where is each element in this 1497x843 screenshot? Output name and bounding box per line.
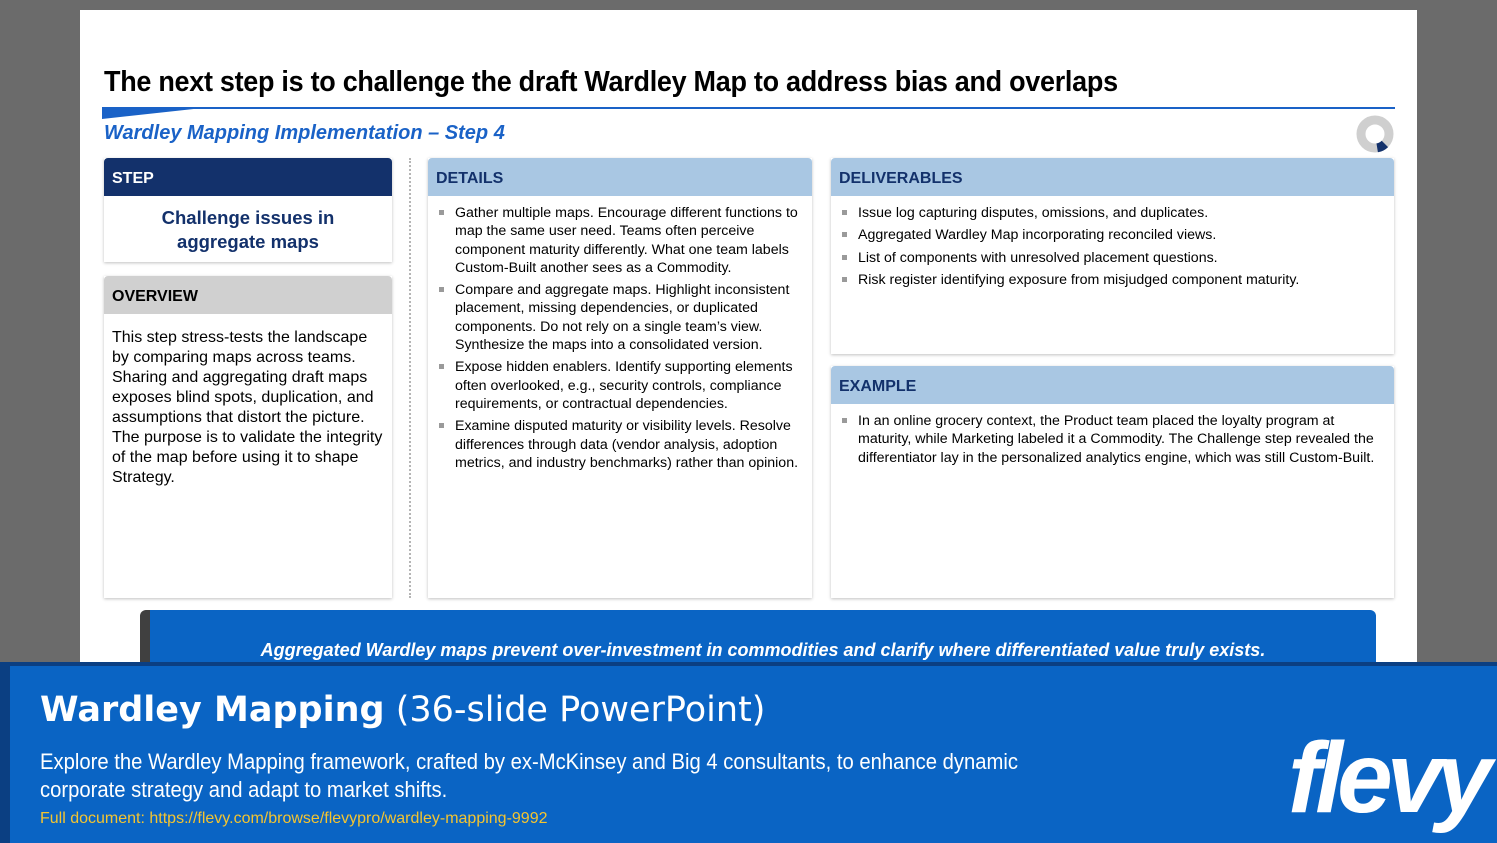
document-link[interactable]: Full document: https://flevy.com/browse/flevypro/wardley-mapping-9992 — [40, 810, 548, 827]
banner-left-edge — [0, 666, 10, 843]
deliverables-header: DELIVERABLES — [831, 158, 1394, 196]
banner-title — [40, 690, 765, 730]
progress-donut-fill — [1377, 144, 1385, 148]
overview-card — [104, 276, 392, 598]
banner-description: Explore the Wardley Mapping framework, crafted by ex-McKinsey and Big 4 consultants, to enhance dynamic corporate strategy and adapt to market shifts. — [40, 749, 1019, 802]
step-header: STEP — [104, 158, 392, 196]
list-item: Risk register identifying exposure from misjudged component maturity. — [841, 271, 1384, 289]
list-item: Expose hidden enablers. Identify supporting elements often overlooked, e.g., security controls, compliance requirements, or contractual dependencies. — [438, 358, 802, 413]
callout-text: Aggregated Wardley maps prevent over-investment in commodities and clarify where differentiated value truly exists. — [260, 640, 1266, 660]
list-item: Examine disputed maturity or visibility levels. Resolve differences through data (vendor analysis, adoption metrics, and industry benchmarks) rather than opinion. — [438, 417, 802, 472]
example-header: EXAMPLE — [831, 366, 1394, 404]
step-card — [104, 158, 392, 262]
column-divider — [409, 158, 411, 598]
banner-top-edge — [0, 662, 1497, 666]
slide — [80, 10, 1417, 670]
deliverables-card — [831, 158, 1394, 354]
list-item: Issue log capturing disputes, omissions, and duplicates. — [841, 204, 1384, 222]
list-item: Aggregated Wardley Map incorporating reconciled views. — [841, 226, 1384, 244]
flevy-logo-text: flevy — [1288, 722, 1486, 834]
details-header: DETAILS — [428, 158, 812, 196]
step-text: Challenge issues in aggregate maps — [161, 207, 335, 252]
list-item: Gather multiple maps. Encourage different functions to map the same user need. Teams often perceive component maturity differently. What one team labels Custom-Built another sees as a Commodity. — [438, 204, 802, 277]
details-list — [438, 204, 802, 476]
title-accent — [102, 107, 212, 119]
banner-title-light: (36-slide PowerPoint) — [395, 690, 766, 730]
flevy-logo[interactable] — [1288, 722, 1486, 834]
details-card — [428, 158, 812, 598]
list-item: Compare and aggregate maps. Highlight inconsistent placement, missing dependencies, or duplicated components. Do not rely on a single team’s view. Synthesize the maps into a consolidated version. — [438, 281, 802, 354]
list-item: In an online grocery context, the Product team placed the loyalty program at maturity, while Marketing labeled it a Commodity. The Challenge step revealed the differentiator lay in the personalized analytics engine, which was still Custom-Built. — [841, 412, 1384, 467]
callout-box — [140, 610, 1376, 670]
banner-title-bold: Wardley Mapping — [40, 690, 385, 730]
overview-text: This step stress-tests the landscape by comparing maps across teams. Sharing and aggregating draft maps exposes blind spots, duplication, and assumptions that distort the picture. The purpose is to validate the integrity of the map before using it to shape Strategy. — [112, 329, 383, 486]
slide-subtitle: Wardley Mapping Implementation – Step 4 — [104, 122, 505, 144]
overview-header: OVERVIEW — [104, 276, 392, 314]
title-rule — [102, 107, 1395, 109]
example-card — [831, 366, 1394, 598]
example-list — [841, 412, 1384, 471]
progress-donut-icon — [1356, 115, 1394, 153]
slide-title: The next step is to challenge the draft Wardley Map to address bias and overlaps — [104, 66, 1118, 98]
list-item: List of components with unresolved placement questions. — [841, 249, 1384, 267]
deliverables-list — [841, 204, 1384, 293]
